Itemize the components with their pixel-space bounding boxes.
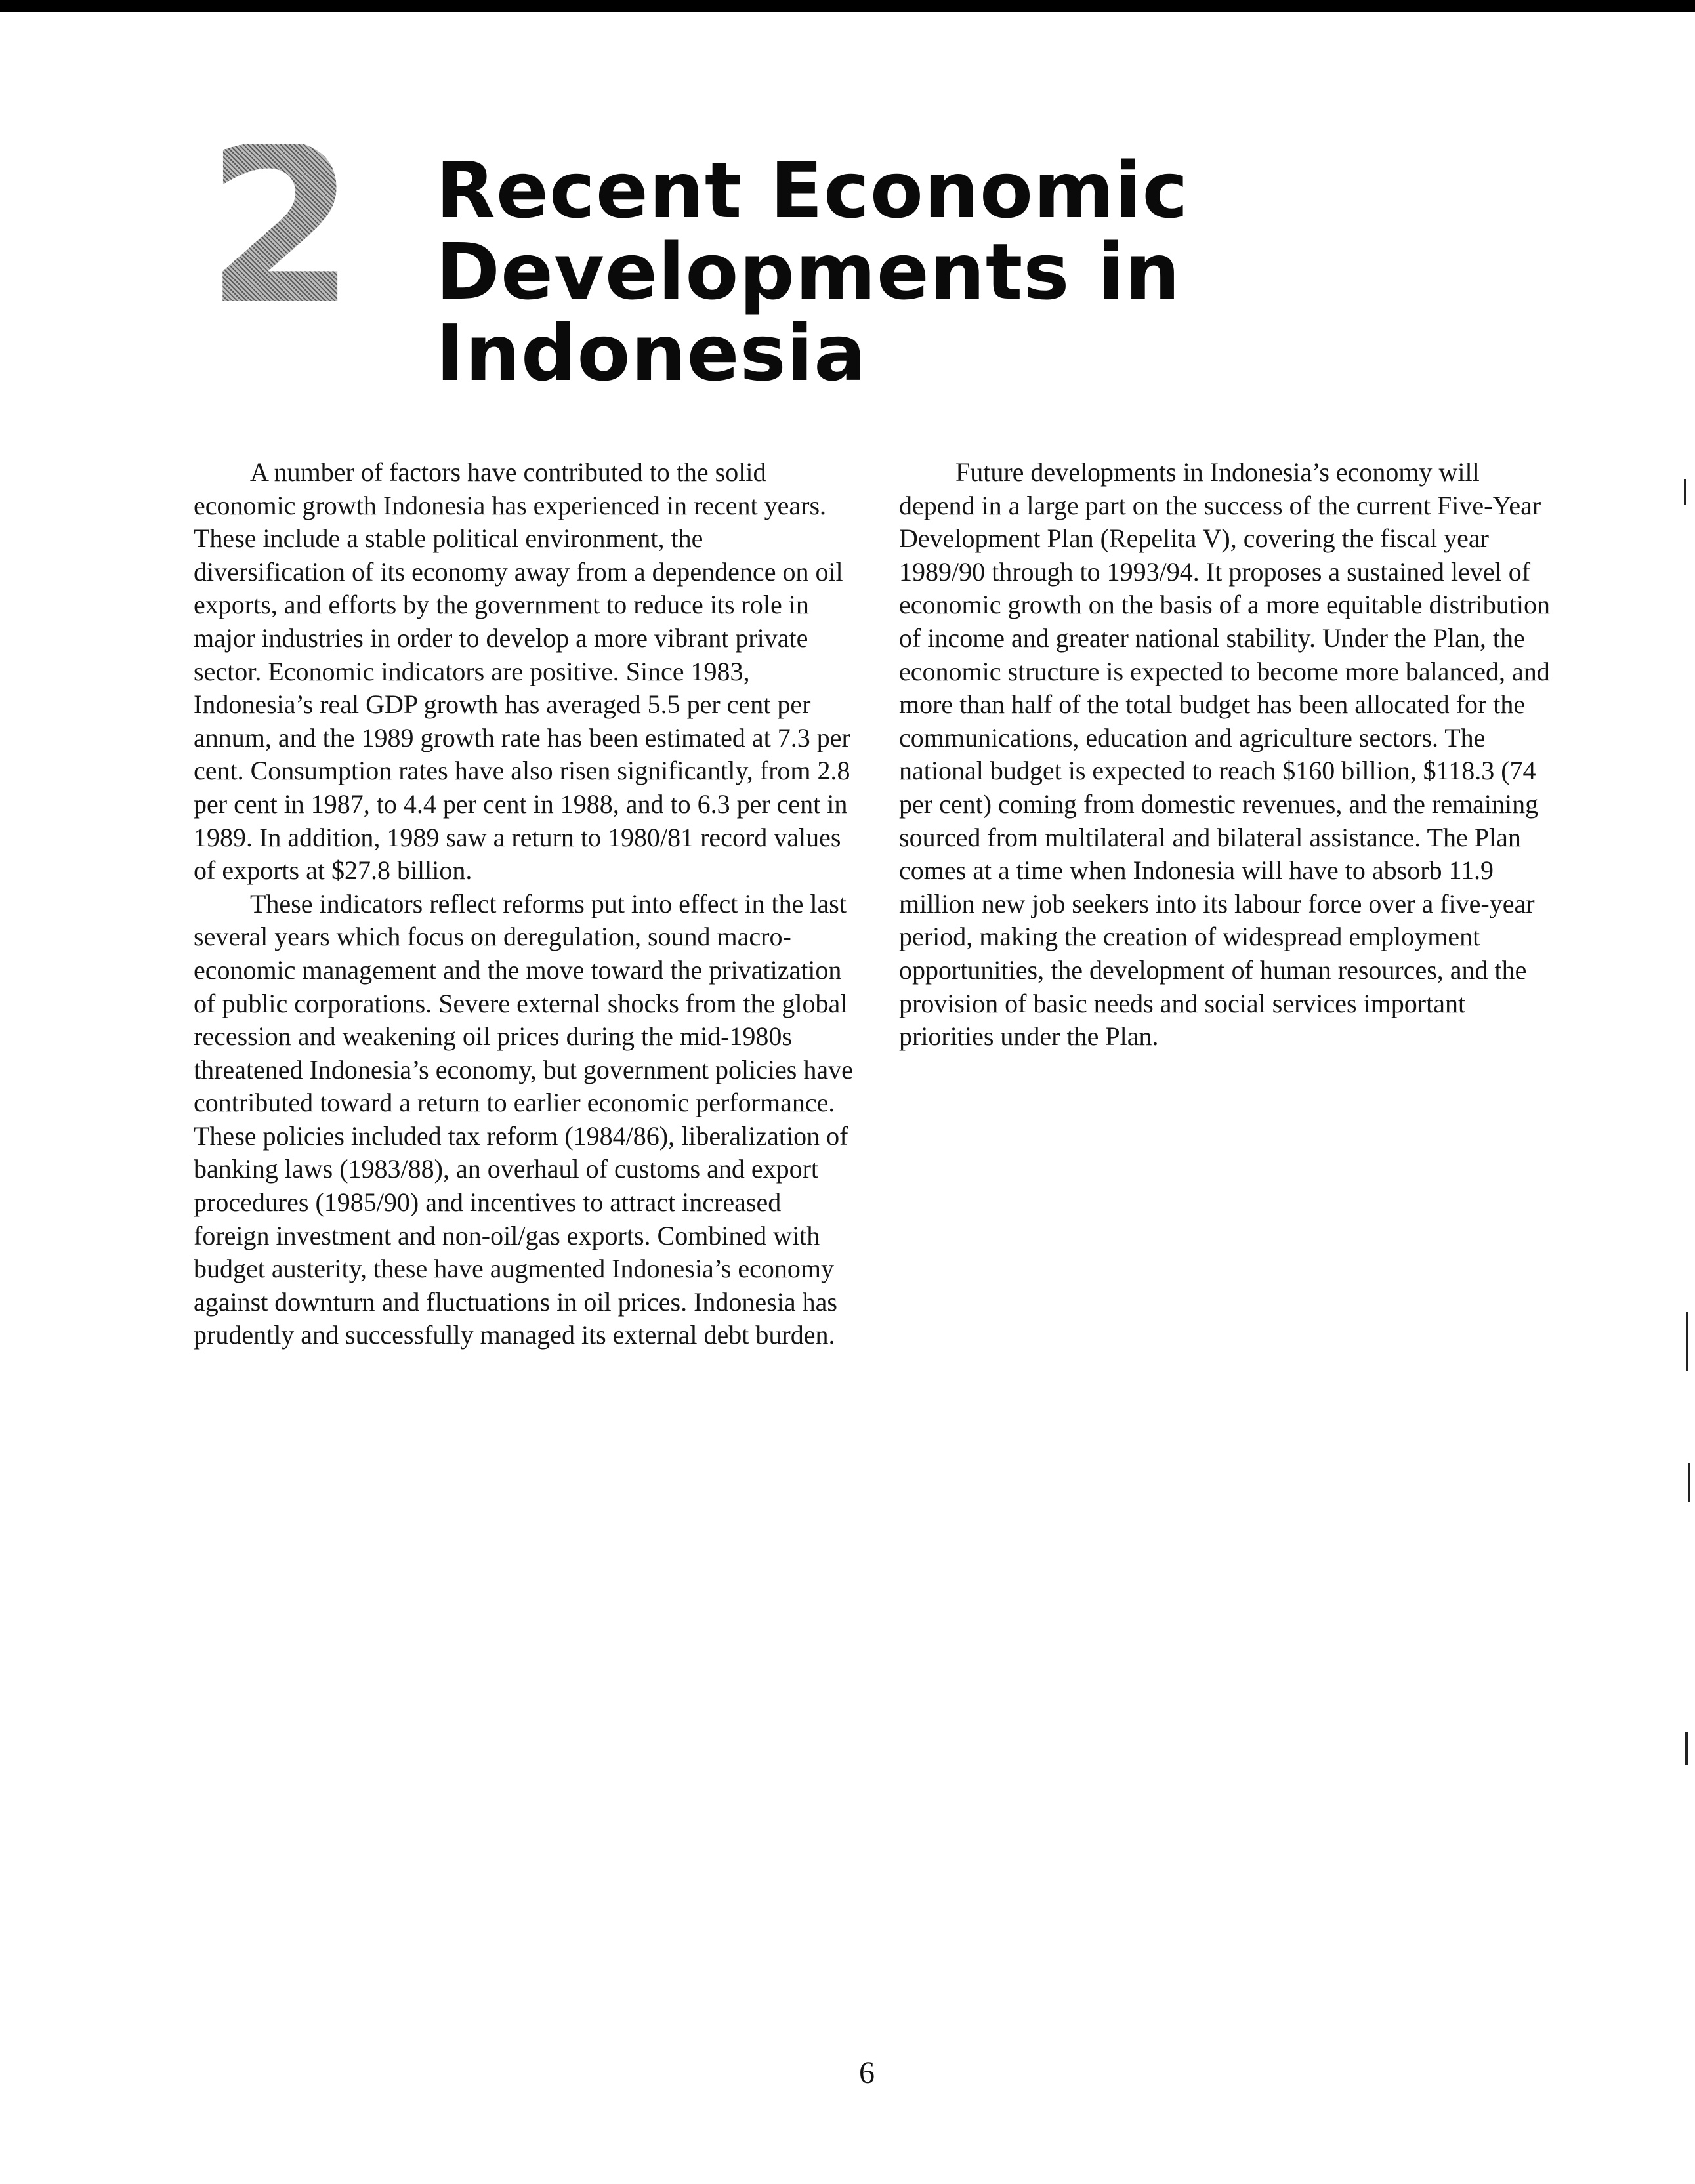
scan-edge-mark [1684,479,1686,505]
right-column [899,456,1562,1054]
scan-edge-mark [1688,1463,1690,1502]
scan-edge-mark [1685,1732,1688,1765]
left-paragraph-1: A number of factors have contributed to the solid economic growth Indonesia has experienced in recent years. These include a stable political environment, the diversification of its economy away from a dependence on oil exports, and efforts by the government to reduce its role in major industries in order to develop a more vibrant private sector. Economic indicators are positive. Since 1983, Indonesia’s real GDP growth has averaged 5.5 per cent per annum, and the 1989 growth rate has been estimated at 7.3 per cent. Consumption rates have also risen significantly, from 2.8 per cent in 1987, to 4.4 per cent in 1988, and to 6.3 per cent in 1989. In addition, 1989 saw a return to 1980/81 record values of exports at $27.8 billion. [194,457,850,886]
chapter-title-line-2: Developments in [436,226,1181,317]
right-paragraph-1: Future developments in Indonesia’s economy will depend in a large part on the success of the current Five-Year Development Plan (Repelita V), covering the fiscal year 1989/90 through to 1993/94. It proposes a sustained level of economic growth on the basis of a more equitable distribution of income and greater national stability. Under the Plan, the economic structure is expected to become more balanced, and more than half of the total budget has been allocated for the communications, education and agriculture sectors. The national budget is expected to reach $160 billion, $118.3 (74 per cent) coming from domestic revenues, and the remaining sourced from multilateral and bilateral assistance. The Plan comes at a time when Indonesia will have to absorb 11.9 million new job seekers into its labour force over a five-year period, making the creation of widespread employment opportunities, the development of human resources, and the provision of basic needs and social services important priorities under the Plan. [899,457,1550,1052]
chapter-title-line-3: Indonesia [436,308,867,398]
left-paragraph-2: These indicators reflect reforms put into effect in the last several years which focus on deregulation, sound macro-economic management and the move toward the privatization of public corporations. Severe external shocks from the global recession and weakening oil prices during the mid-1980s threatened Indonesia’s economy, but government policies have contributed toward a return to earlier economic performance. These policies included tax reform (1984/86), liberalization of banking laws (1983/88), an overhaul of customs and export procedures (1985/90) and incentives to attract increased foreign investment and non-oil/gas exports. Combined with budget austerity, these have augmented Indonesia’s economy against downturn and fluctuations in oil prices. Indonesia has prudently and successfully managed its external debt burden. [194,888,853,1350]
scan-edge-mark [1686,1312,1688,1371]
left-column [194,456,856,1352]
scan-border-top [0,0,1695,12]
page-number: 6 [859,2055,875,2090]
chapter-number: 2 [202,144,360,308]
chapter-title [436,145,1420,398]
chapter-title-line-1: Recent Economic [436,145,1189,236]
